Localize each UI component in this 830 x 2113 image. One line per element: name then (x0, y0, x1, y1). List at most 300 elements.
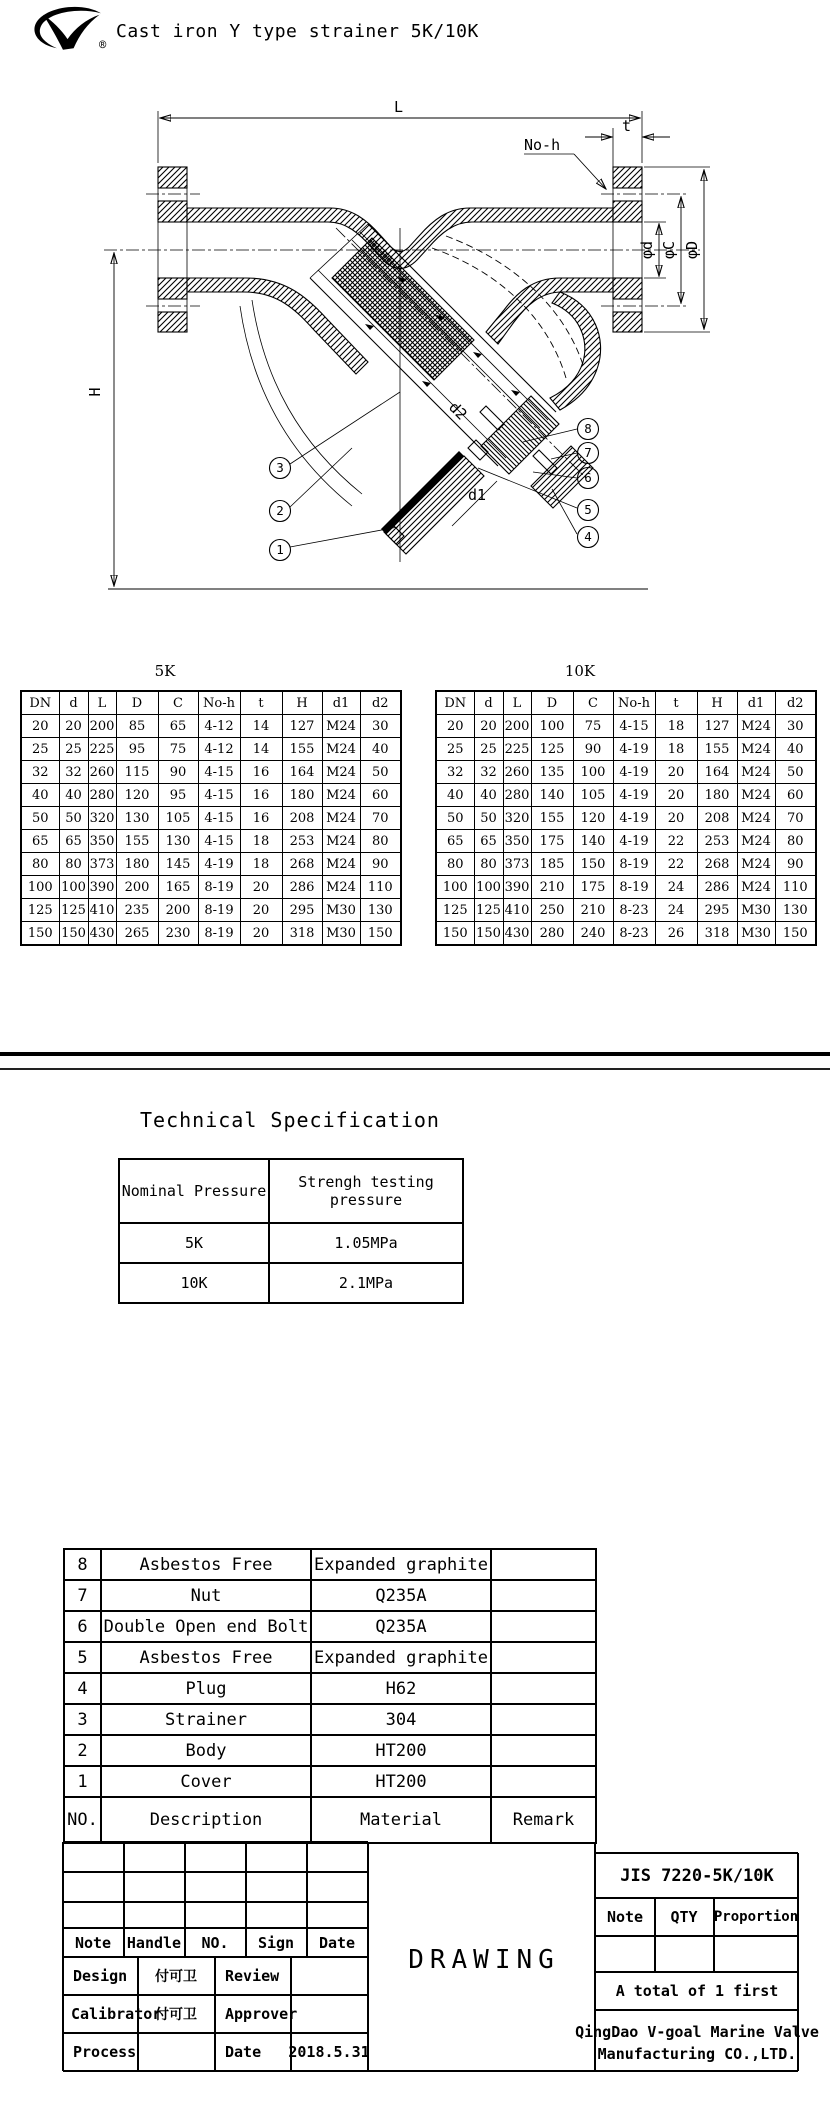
table-cell: 304 (311, 1704, 491, 1735)
tb-qty-label: QTY (670, 1908, 698, 1926)
table-cell: 8-19 (613, 853, 655, 876)
table-cell: 390 (503, 876, 531, 899)
table-cell: 20 (655, 761, 697, 784)
drain-boss (481, 396, 559, 474)
table-cell: 280 (531, 922, 573, 946)
table-cell: M24 (322, 876, 360, 899)
table-cell: 60 (360, 784, 401, 807)
table-cell: 65 (436, 830, 474, 853)
table-cell: 85 (116, 715, 158, 738)
table-cell: 265 (116, 922, 158, 946)
svg-text:7: 7 (584, 445, 592, 460)
body-outline-inner (252, 300, 362, 494)
table-cell: 75 (158, 738, 198, 761)
table-row (64, 1611, 596, 1642)
table-row (436, 830, 816, 853)
table-cell: 4-19 (613, 738, 655, 761)
table-cell: 120 (573, 807, 613, 830)
tb-design-label: Design (73, 1967, 128, 1985)
table-cell: 410 (88, 899, 116, 922)
table-cell: 100 (21, 876, 59, 899)
table-row (21, 830, 401, 853)
table-cell: 65 (474, 830, 503, 853)
table-cell: Q235A (311, 1580, 491, 1611)
tb-company-line1: QingDao V-goal Marine Valve (575, 2023, 819, 2041)
table-cell: 90 (775, 853, 816, 876)
table-row (21, 761, 401, 784)
table-row (21, 738, 401, 761)
table-cell: d (474, 691, 503, 715)
table-cell: 164 (282, 761, 322, 784)
table-cell: HT200 (311, 1766, 491, 1797)
table-cell: 4-12 (198, 738, 240, 761)
table-cell: HT200 (311, 1735, 491, 1766)
table-cell: 150 (775, 922, 816, 946)
table-cell: 208 (697, 807, 737, 830)
table-cell: M24 (322, 830, 360, 853)
table-cell: NO. (64, 1797, 101, 1843)
table-cell: 8-19 (198, 922, 240, 946)
table-cell: 18 (655, 715, 697, 738)
spec-cell: 10K (119, 1263, 269, 1303)
table-cell: 20 (655, 807, 697, 830)
table-cell: t (240, 691, 282, 715)
tb-designer-name: 付可卫 (155, 1968, 197, 1984)
table-cell (491, 1735, 596, 1766)
table-cell: 95 (116, 738, 158, 761)
strainer-section-drawing (0, 60, 830, 605)
table-cell: 125 (531, 738, 573, 761)
dim-label-no-h: No-h (524, 136, 561, 154)
table-cell: M30 (737, 922, 775, 946)
table-cell: 155 (116, 830, 158, 853)
table-cell: 110 (360, 876, 401, 899)
svg-text:5: 5 (584, 502, 592, 517)
table-cell: 373 (503, 853, 531, 876)
table-cell: 4-12 (198, 715, 240, 738)
table-cell: M24 (322, 738, 360, 761)
callout-1 (270, 527, 399, 561)
callout-3 (270, 392, 401, 479)
table-cell: 100 (59, 876, 88, 899)
table-row (436, 853, 816, 876)
table-cell: 350 (88, 830, 116, 853)
table-cell: Expanded graphite (311, 1642, 491, 1673)
table-row (436, 738, 816, 761)
table-cell: 140 (573, 830, 613, 853)
table-cell: 24 (655, 899, 697, 922)
parts-list-table (63, 1548, 597, 1844)
table-cell: 4-19 (613, 784, 655, 807)
table-cell: 125 (474, 899, 503, 922)
table-cell: 150 (360, 922, 401, 946)
svg-text:4: 4 (584, 529, 592, 544)
table-cell (491, 1673, 596, 1704)
table-cell: 180 (282, 784, 322, 807)
table-cell: 125 (436, 899, 474, 922)
table-cell: 150 (59, 922, 88, 946)
table-cell: 20 (21, 715, 59, 738)
table-row (436, 922, 816, 946)
branch-curve-wall (550, 292, 601, 410)
table-cell: 8-23 (613, 922, 655, 946)
table-cell: H (697, 691, 737, 715)
table-cell: 120 (116, 784, 158, 807)
table-cell: H (282, 691, 322, 715)
table-cell: 4-19 (198, 853, 240, 876)
table-cell: 155 (697, 738, 737, 761)
table-row (64, 1580, 596, 1611)
table-cell: 210 (573, 899, 613, 922)
table-cell: 4-15 (198, 761, 240, 784)
table-cell: M24 (737, 830, 775, 853)
table-cell: M24 (737, 853, 775, 876)
table-cell: L (88, 691, 116, 715)
table-cell: 200 (116, 876, 158, 899)
table-cell: 268 (282, 853, 322, 876)
table-cell: 40 (474, 784, 503, 807)
table-row (64, 1549, 596, 1580)
table-cell: 18 (240, 830, 282, 853)
table-cell: 4 (64, 1673, 101, 1704)
left-flange (146, 167, 200, 332)
table-cell: 20 (474, 715, 503, 738)
table-cell: 20 (436, 715, 474, 738)
table-row (64, 1673, 596, 1704)
table-row (436, 876, 816, 899)
table-cell: M24 (737, 715, 775, 738)
table-cell (491, 1704, 596, 1735)
table-cell: 280 (88, 784, 116, 807)
table-cell: 18 (240, 853, 282, 876)
svg-text:1: 1 (276, 542, 284, 557)
table-cell: 286 (282, 876, 322, 899)
table-cell: 25 (474, 738, 503, 761)
dim-label-t: t (622, 117, 632, 135)
registered-mark: ® (99, 38, 107, 52)
dim-label-phi-d: φd (638, 240, 656, 260)
table-cell: 135 (531, 761, 573, 784)
table-cell: M30 (322, 922, 360, 946)
table-cell: No-h (198, 691, 240, 715)
table-cell: d2 (775, 691, 816, 715)
table-cell: 8 (64, 1549, 101, 1580)
table-cell: 155 (531, 807, 573, 830)
svg-text:6: 6 (584, 470, 592, 485)
table-cell: 200 (88, 715, 116, 738)
table-cell: Cover (101, 1766, 311, 1797)
table-cell (491, 1580, 596, 1611)
table-cell: 50 (59, 807, 88, 830)
no-h-leader (574, 154, 606, 189)
table-cell: 225 (503, 738, 531, 761)
table-cell: 95 (158, 784, 198, 807)
table-row (64, 1704, 596, 1735)
table-cell: 373 (88, 853, 116, 876)
table-cell: 32 (474, 761, 503, 784)
table-cell: 65 (158, 715, 198, 738)
table-row (64, 1642, 596, 1673)
table-cell: 25 (21, 738, 59, 761)
table-cell: 90 (360, 853, 401, 876)
table-cell: 80 (775, 830, 816, 853)
table-cell: d1 (322, 691, 360, 715)
table-cell: 65 (59, 830, 88, 853)
tb-note2-label: Note (606, 1908, 644, 1926)
table-cell: 30 (360, 715, 401, 738)
tb-date2-label: Date (225, 2043, 262, 2061)
table-cell: d (59, 691, 88, 715)
table-cell: 50 (360, 761, 401, 784)
table-title-5k: 5K (154, 662, 176, 680)
dim-label-d1: d1 (468, 486, 487, 504)
table-cell: No-h (613, 691, 655, 715)
table-cell: 20 (240, 876, 282, 899)
table-cell: 3 (64, 1704, 101, 1735)
table-cell: M24 (322, 715, 360, 738)
table-cell: Description (101, 1797, 311, 1843)
spec-table (118, 1158, 464, 1304)
v-goal-logo (28, 5, 107, 55)
dim-label-H: H (86, 387, 104, 397)
table-cell: 150 (474, 922, 503, 946)
table-cell: 253 (282, 830, 322, 853)
table-cell: 430 (88, 922, 116, 946)
table-cell (491, 1549, 596, 1580)
table-cell: 200 (158, 899, 198, 922)
dimension-table-10k (435, 690, 817, 946)
table-cell: 130 (775, 899, 816, 922)
table-cell: 22 (655, 853, 697, 876)
table-cell: Strainer (101, 1704, 311, 1735)
table-cell: 320 (88, 807, 116, 830)
table-cell: 110 (775, 876, 816, 899)
table-row (21, 922, 401, 946)
table-cell: 50 (474, 807, 503, 830)
table-row (436, 761, 816, 784)
table-cell: H62 (311, 1673, 491, 1704)
table-cell: M24 (322, 761, 360, 784)
table-cell: D (116, 691, 158, 715)
table-cell: M24 (737, 784, 775, 807)
table-cell: 100 (436, 876, 474, 899)
table-row (21, 853, 401, 876)
table-cell: 50 (436, 807, 474, 830)
tb-handle-label: Handle (126, 1934, 182, 1952)
table-cell: 60 (775, 784, 816, 807)
table-cell: 127 (697, 715, 737, 738)
table-cell: 32 (59, 761, 88, 784)
dim-label-L: L (394, 98, 404, 116)
table-cell: 32 (21, 761, 59, 784)
table-cell: 80 (474, 853, 503, 876)
svg-text:8: 8 (584, 421, 592, 436)
tb-company-line2: Manufacturing CO.,LTD. (597, 2045, 797, 2063)
table-cell: t (655, 691, 697, 715)
table-cell: M30 (737, 899, 775, 922)
table-cell: 100 (573, 761, 613, 784)
table-cell: 40 (436, 784, 474, 807)
table-cell: 40 (21, 784, 59, 807)
svg-text:2: 2 (276, 503, 284, 518)
tb-drawing-label: DRAWING (408, 1945, 560, 1975)
table-cell: Material (311, 1797, 491, 1843)
table-cell: 6 (64, 1611, 101, 1642)
table-cell: C (158, 691, 198, 715)
table-cell: M24 (322, 853, 360, 876)
table-cell: 65 (21, 830, 59, 853)
table-cell: 125 (59, 899, 88, 922)
table-row (64, 1735, 596, 1766)
table-cell: Q235A (311, 1611, 491, 1642)
table-cell: 90 (158, 761, 198, 784)
table-cell: 1 (64, 1766, 101, 1797)
table-cell: 130 (158, 830, 198, 853)
table-cell: 4-15 (198, 784, 240, 807)
table-cell: DN (21, 691, 59, 715)
table-cell: 105 (573, 784, 613, 807)
table-cell: 26 (655, 922, 697, 946)
table-cell: 32 (436, 761, 474, 784)
table-row (436, 807, 816, 830)
table-cell: M24 (322, 807, 360, 830)
table-cell: M24 (737, 761, 775, 784)
table-cell: 18 (655, 738, 697, 761)
table-cell: 155 (282, 738, 322, 761)
table-cell: 185 (531, 853, 573, 876)
table-cell: 350 (503, 830, 531, 853)
table-cell: 268 (697, 853, 737, 876)
table-cell: M24 (737, 876, 775, 899)
table-cell: Asbestos Free (101, 1642, 311, 1673)
table-cell: 150 (21, 922, 59, 946)
table-row (64, 1797, 596, 1843)
table-cell: 50 (775, 761, 816, 784)
table-cell: 90 (573, 738, 613, 761)
tb-date-value: 2018.5.31 (288, 2043, 370, 2061)
table-cell: 208 (282, 807, 322, 830)
table-cell: 295 (697, 899, 737, 922)
table-cell: 24 (655, 876, 697, 899)
table-cell: 225 (88, 738, 116, 761)
table-cell: Nut (101, 1580, 311, 1611)
table-cell: 20 (240, 899, 282, 922)
table-cell: 130 (360, 899, 401, 922)
divider-thick (0, 1052, 830, 1056)
spec-cell: 1.05MPa (269, 1223, 463, 1263)
table-cell: 7 (64, 1580, 101, 1611)
table-cell: 280 (503, 784, 531, 807)
spec-col2-header: Strengh testing pressure (269, 1159, 463, 1223)
table-cell: 30 (775, 715, 816, 738)
table-cell: 20 (655, 784, 697, 807)
table-row (436, 715, 816, 738)
table-row (436, 899, 816, 922)
page-title: Cast iron Y type strainer 5K/10K (116, 21, 479, 42)
table-cell: 8-23 (613, 899, 655, 922)
table-cell: 4-19 (613, 807, 655, 830)
table-row (21, 784, 401, 807)
table-cell: 164 (697, 761, 737, 784)
tb-date-label: Date (318, 1934, 356, 1952)
table-cell: 80 (436, 853, 474, 876)
table-cell: 16 (240, 784, 282, 807)
table-cell: 4-19 (613, 761, 655, 784)
table-cell: 140 (531, 784, 573, 807)
table-cell: 150 (573, 853, 613, 876)
table-cell: 100 (474, 876, 503, 899)
tb-calibrator-name: 付可卫 (155, 2006, 197, 2022)
table-cell: Plug (101, 1673, 311, 1704)
spec-title: Technical Specification (140, 1108, 440, 1132)
table-cell: 25 (59, 738, 88, 761)
table-cell: 4-15 (613, 715, 655, 738)
table-title-10k: 10K (564, 662, 596, 680)
table-cell: 320 (503, 807, 531, 830)
table-cell: M24 (322, 784, 360, 807)
table-cell: 430 (503, 922, 531, 946)
table-cell: 210 (531, 876, 573, 899)
table-cell: 4-15 (198, 807, 240, 830)
table-cell: 22 (655, 830, 697, 853)
table-cell: 410 (503, 899, 531, 922)
table-cell: 40 (360, 738, 401, 761)
table-cell: 16 (240, 761, 282, 784)
table-row (436, 784, 816, 807)
table-cell (491, 1766, 596, 1797)
table-cell (491, 1642, 596, 1673)
table-cell: Asbestos Free (101, 1549, 311, 1580)
table-cell: 253 (697, 830, 737, 853)
table-cell: 318 (697, 922, 737, 946)
table-cell: D (531, 691, 573, 715)
table-row (21, 691, 401, 715)
table-cell: 295 (282, 899, 322, 922)
table-row (21, 876, 401, 899)
table-cell: 5 (64, 1642, 101, 1673)
table-cell: 4-15 (198, 830, 240, 853)
table-row (21, 807, 401, 830)
tb-total-label: A total of 1 first (615, 1982, 779, 2000)
table-cell: 70 (775, 807, 816, 830)
spec-cell: 2.1MPa (269, 1263, 463, 1303)
table-cell: 105 (158, 807, 198, 830)
table-cell: 8-19 (198, 876, 240, 899)
spec-cell: 5K (119, 1223, 269, 1263)
table-cell: 318 (282, 922, 322, 946)
table-cell: 390 (88, 876, 116, 899)
table-row (436, 691, 816, 715)
spec-col1-header: Nominal Pressure (119, 1159, 269, 1223)
table-cell: 8-19 (613, 876, 655, 899)
tb-no-label: NO. (201, 1934, 229, 1952)
table-cell: L (503, 691, 531, 715)
table-cell: 20 (59, 715, 88, 738)
table-cell: Expanded graphite (311, 1549, 491, 1580)
table-cell: 75 (573, 715, 613, 738)
tb-process-label: Process (73, 2043, 137, 2061)
table-cell: 127 (282, 715, 322, 738)
table-cell: 50 (21, 807, 59, 830)
table-cell: 150 (436, 922, 474, 946)
table-cell: 20 (240, 922, 282, 946)
tb-note-label: Note (74, 1934, 112, 1952)
table-cell: 175 (531, 830, 573, 853)
table-cell: M30 (322, 899, 360, 922)
tb-calibrator-label: Calibrator (71, 2005, 162, 2023)
table-cell: Remark (491, 1797, 596, 1843)
table-cell: 125 (21, 899, 59, 922)
